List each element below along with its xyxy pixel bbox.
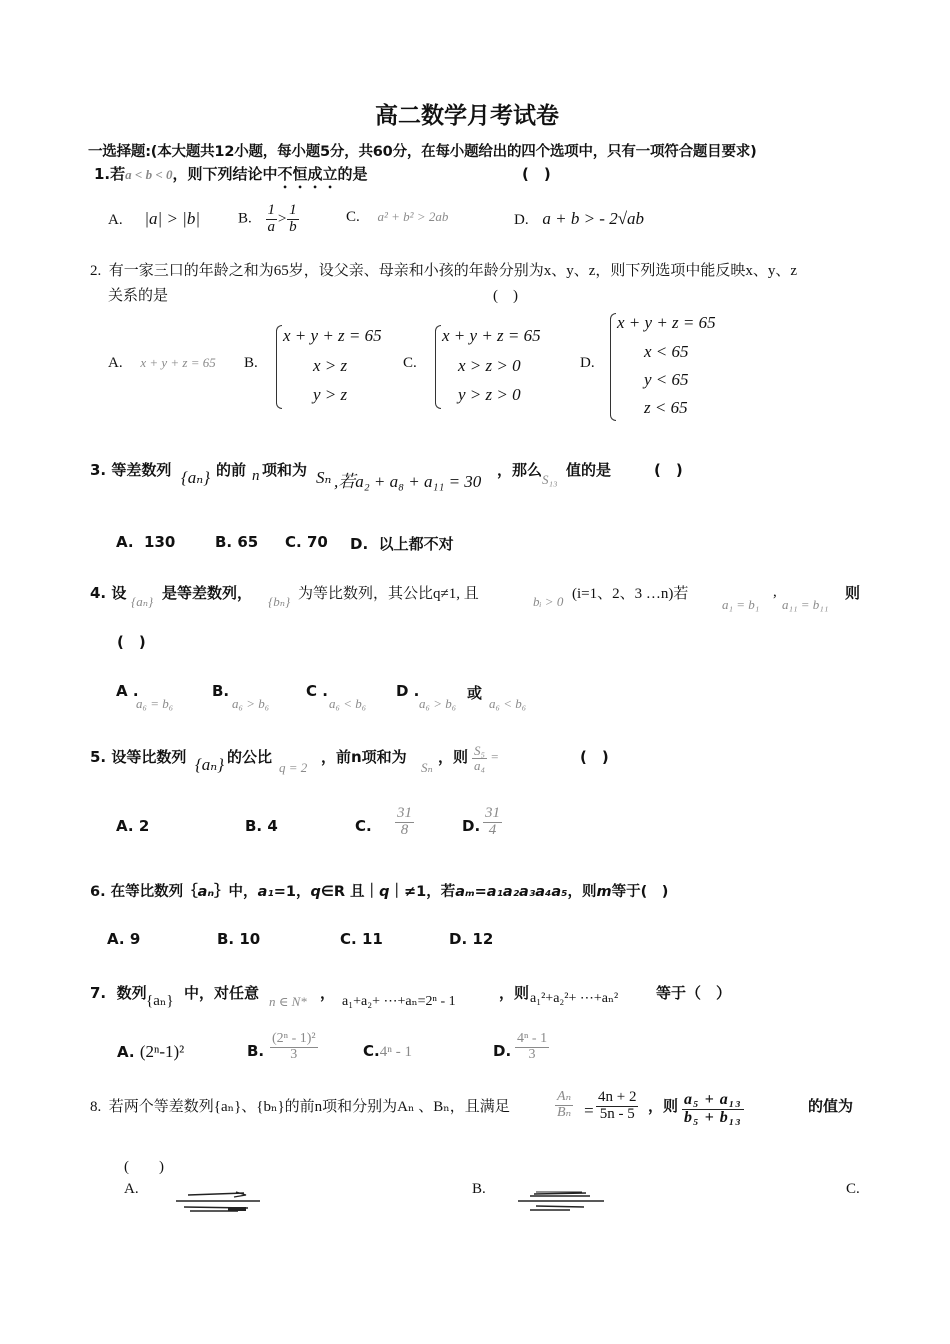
question-6 bbox=[90, 880, 668, 901]
option-formula: a₆ = b₆ bbox=[136, 696, 174, 711]
brace-icon bbox=[610, 313, 616, 421]
option-b-label: B. bbox=[244, 355, 258, 371]
option-formula: |a| > |b| bbox=[144, 209, 201, 228]
fraction-denominator: 3 bbox=[528, 1046, 536, 1062]
option-c bbox=[340, 930, 383, 948]
fraction-numerator: 4n + 2 bbox=[598, 1089, 637, 1105]
question-1 bbox=[94, 163, 368, 192]
question-2 bbox=[90, 259, 797, 280]
sum-formula: Sₙ bbox=[421, 760, 433, 775]
question-text: 的是 bbox=[337, 165, 368, 183]
option-fraction bbox=[483, 806, 502, 839]
equals-sign: = bbox=[583, 1101, 595, 1120]
system-row: x + y + z = 65 bbox=[283, 326, 382, 345]
condition-formula: a < b < 0 bbox=[125, 167, 173, 182]
option-value: 9 bbox=[129, 930, 141, 948]
question-text: 的值为 bbox=[808, 1097, 854, 1115]
illegible-fraction-image bbox=[510, 1188, 610, 1214]
comma: ， bbox=[320, 984, 336, 1002]
question-text: 数列 bbox=[116, 984, 147, 1002]
question-text: ，则 bbox=[648, 1097, 679, 1115]
condition-formula: bᵢ > 0 bbox=[533, 594, 564, 609]
option-formula: a₆ < b₆ bbox=[489, 696, 527, 711]
option-c bbox=[363, 1042, 412, 1061]
question-text: 若两个等差数列{aₙ}、{bₙ}的前n项和分别为Aₙ 、Bₙ，且满足 bbox=[108, 1099, 510, 1115]
question-text: 项和为 bbox=[262, 461, 308, 479]
question-text: 的公比 bbox=[227, 748, 273, 766]
sequence-formula: {aₙ} bbox=[181, 468, 210, 487]
option-label: A. bbox=[117, 1043, 135, 1061]
condition-formula: a₁₁ = b₁₁ bbox=[782, 597, 829, 612]
ratio-formula: q = 2 bbox=[279, 760, 308, 775]
option-label: C. bbox=[340, 930, 357, 948]
operator: > bbox=[277, 210, 288, 227]
option-a-label: A. bbox=[124, 1181, 139, 1197]
option-label: B. bbox=[245, 817, 263, 835]
question-text: 设 bbox=[111, 584, 127, 602]
option-a bbox=[107, 930, 140, 948]
option-value: 4 bbox=[267, 817, 278, 835]
fraction bbox=[266, 203, 278, 236]
question-text: 值的是 bbox=[566, 461, 612, 479]
question-text: ，那么 bbox=[497, 461, 543, 479]
fraction-numerator: Aₙ bbox=[557, 1089, 572, 1104]
option-label: C. bbox=[363, 1042, 380, 1060]
question-text: ，则 bbox=[499, 984, 530, 1002]
question-text: 有一家三口的年龄之和为65岁，设父亲、母亲和小孩的年龄分别为x、y、z，则下列选项中能反映x、y、z bbox=[108, 263, 798, 279]
question-text: 中，对任意 bbox=[184, 984, 260, 1002]
fraction-numerator: 31 bbox=[397, 805, 412, 821]
question-number: 8. bbox=[90, 1099, 102, 1115]
option-formula: 4ⁿ - 1 bbox=[379, 1044, 412, 1060]
option-a bbox=[108, 355, 216, 372]
option-b bbox=[245, 817, 278, 835]
condition-formula: n ∈ N* bbox=[269, 994, 307, 1009]
fraction-numerator: (2ⁿ - 1)² bbox=[272, 1031, 316, 1046]
option-formula: a₆ < b₆ bbox=[329, 696, 367, 711]
fraction bbox=[287, 203, 299, 236]
variable: a₁a₂a₃a₄a₅ bbox=[486, 884, 568, 900]
page-title: 高二数学月考试卷 bbox=[375, 103, 559, 129]
system-row: x > z > 0 bbox=[458, 356, 521, 375]
question-text: 在等比数列｛ bbox=[110, 884, 198, 900]
question-text: 等于( ) bbox=[611, 884, 669, 900]
question-text: (i=1、2、3 …n)若 bbox=[572, 586, 689, 602]
fraction-denominator: b₅ + b₁₃ bbox=[684, 1108, 742, 1126]
option-label: A. bbox=[116, 533, 134, 551]
option-d-label: D. bbox=[493, 1042, 512, 1060]
answer-paren: ( ) bbox=[522, 165, 551, 183]
option-formula: x + y + z = 65 bbox=[140, 355, 216, 370]
answer-paren: ( ) bbox=[493, 288, 518, 304]
option-value: 130 bbox=[144, 533, 176, 551]
question-text: 设等比数列 bbox=[111, 748, 187, 766]
sequence-formula: {aₙ} bbox=[146, 993, 174, 1009]
question-text: ∈R 且｜ bbox=[320, 884, 380, 900]
variable: q bbox=[379, 884, 390, 900]
fraction-numerator: 1 bbox=[267, 202, 276, 218]
question-number: 4. bbox=[90, 584, 107, 602]
system-row: y > z > 0 bbox=[458, 385, 521, 404]
option-formula: a₆ > b₆ bbox=[419, 696, 457, 711]
question-number: 2. bbox=[90, 263, 102, 279]
question-text: ，则 bbox=[438, 748, 469, 766]
question-number: 7. bbox=[90, 984, 107, 1002]
question-text: 等于（ ） bbox=[656, 984, 732, 1002]
variable: aₘ bbox=[455, 884, 475, 900]
question-5 bbox=[90, 746, 186, 767]
emphasized-text: 不恒成立 bbox=[277, 165, 338, 183]
fraction-denominator: 8 bbox=[400, 821, 409, 838]
answer-paren: ( ) bbox=[654, 461, 683, 479]
option-c-label: C. bbox=[403, 355, 417, 371]
option-value: 11 bbox=[361, 930, 383, 948]
option-label: A. bbox=[108, 355, 123, 371]
option-b-label: B. bbox=[247, 1042, 265, 1060]
option-c-label: C . bbox=[306, 682, 328, 700]
option-c bbox=[285, 533, 328, 551]
sequence-formula: {aₙ} bbox=[131, 594, 154, 609]
option-value: 65 bbox=[237, 533, 259, 551]
option-c-label: C. bbox=[355, 817, 372, 835]
sequence-formula: {bₙ} bbox=[268, 594, 291, 609]
option-d-label: D . bbox=[396, 682, 420, 700]
sum-formula: Sₙ bbox=[316, 468, 332, 487]
option-fraction bbox=[515, 1032, 549, 1062]
question-text: =1， bbox=[273, 884, 311, 900]
ratio-fraction bbox=[555, 1090, 573, 1120]
option-label: B. bbox=[238, 210, 252, 227]
system-row: x + y + z = 65 bbox=[442, 326, 541, 345]
option-a-label: A . bbox=[116, 682, 139, 700]
equals-sign: = bbox=[490, 749, 500, 765]
question-text: 则 bbox=[845, 584, 861, 602]
option-label: B. bbox=[215, 533, 233, 551]
sum-formula: S₁₃ bbox=[542, 472, 558, 487]
option-b-label: B. bbox=[212, 682, 230, 700]
option-value: 2 bbox=[138, 817, 150, 835]
question-3 bbox=[90, 459, 171, 480]
option-label: D. bbox=[350, 535, 369, 553]
brace-icon bbox=[276, 325, 282, 409]
system-row: z < 65 bbox=[644, 398, 688, 417]
option-label: D. bbox=[449, 930, 468, 948]
fraction-numerator: 4ⁿ - 1 bbox=[517, 1031, 548, 1046]
option-formula: a₆ > b₆ bbox=[232, 696, 270, 711]
option-b bbox=[215, 533, 258, 551]
system-row: x < 65 bbox=[644, 342, 689, 361]
question-number: 3. bbox=[90, 461, 107, 479]
system-row: y < 65 bbox=[644, 370, 689, 389]
question-text: 是等差数列， bbox=[162, 584, 253, 602]
answer-paren: ( ) bbox=[117, 633, 146, 651]
fraction-numerator: 1 bbox=[289, 202, 297, 218]
option-d-label: D. bbox=[462, 817, 481, 835]
option-d bbox=[449, 930, 493, 948]
option-d bbox=[514, 209, 644, 229]
fraction-numerator: 31 bbox=[485, 805, 500, 821]
or-text: 或 bbox=[467, 684, 483, 702]
question-number: 5. bbox=[90, 748, 107, 766]
variable: a₁ bbox=[257, 884, 274, 900]
option-fraction bbox=[395, 806, 414, 839]
option-value: 12 bbox=[472, 930, 494, 948]
option-d-label: D. bbox=[580, 355, 595, 371]
sum-formula: a₁+a₂+ ⋯+aₙ=2ⁿ - 1 bbox=[342, 994, 456, 1009]
question-text: ｝中， bbox=[214, 884, 258, 900]
option-label: C. bbox=[346, 209, 360, 225]
option-d bbox=[350, 533, 454, 554]
option-b bbox=[238, 203, 299, 236]
section-header: 一选择题:(本大题共12小题，每小题5分，共60分，在每小题给出的四个选项中，只有一项符合题目要求) bbox=[88, 144, 757, 160]
option-formula: (2ⁿ-1)² bbox=[139, 1042, 185, 1061]
option-label: C. bbox=[285, 533, 302, 551]
system-row: x + y + z = 65 bbox=[617, 313, 716, 332]
option-a bbox=[117, 1042, 184, 1062]
answer-paren: ( ) bbox=[580, 748, 609, 766]
answer-paren: ( ) bbox=[124, 1159, 164, 1175]
variable: m bbox=[596, 884, 612, 900]
question-text: ，前n项和为 bbox=[321, 748, 407, 766]
option-label: A. bbox=[116, 817, 134, 835]
option-label: D. bbox=[514, 212, 529, 228]
question-number: 6. bbox=[90, 884, 106, 900]
system-row: x > z bbox=[313, 356, 348, 375]
option-formula: a² + b² > 2ab bbox=[377, 209, 449, 224]
option-b bbox=[217, 930, 260, 948]
fraction-denominator: Bₙ bbox=[557, 1104, 572, 1120]
sequence-formula: {aₙ} bbox=[195, 755, 224, 774]
sum-squares-formula: a₁²+a₂²+ ⋯+aₙ² bbox=[530, 991, 619, 1006]
fraction-numerator: S₅ bbox=[474, 743, 486, 758]
variable: q bbox=[310, 884, 321, 900]
question-text: 等差数列 bbox=[111, 461, 172, 479]
option-formula: a + b > - 2√ab bbox=[542, 209, 645, 228]
question-text: ，则下列结论中 bbox=[172, 165, 278, 183]
fraction-denominator: b bbox=[289, 218, 297, 235]
option-value: 以上都不对 bbox=[378, 535, 454, 553]
question-text: 若 bbox=[110, 165, 126, 183]
option-a bbox=[116, 533, 175, 551]
option-value: 70 bbox=[306, 533, 328, 551]
question-8 bbox=[90, 1095, 510, 1116]
question-text: 为等比数列，其公比q≠1, 且 bbox=[298, 586, 479, 602]
option-label: A. bbox=[107, 930, 125, 948]
illegible-fraction-image bbox=[166, 1189, 266, 1215]
fraction-denominator: a₄ bbox=[474, 757, 486, 773]
fraction-denominator: 3 bbox=[290, 1046, 298, 1062]
fraction bbox=[472, 744, 499, 772]
option-label: B. bbox=[217, 930, 235, 948]
condition-formula: ,若a₂ + a₈ + a₁₁ = 30 bbox=[334, 472, 482, 491]
question-text: ，则 bbox=[567, 884, 597, 900]
fraction-denominator: 5n - 5 bbox=[599, 1105, 635, 1122]
comma: , bbox=[773, 584, 777, 600]
option-a bbox=[116, 817, 149, 835]
question-4 bbox=[90, 582, 126, 603]
fraction-numerator: a₅ + a₁₃ bbox=[684, 1091, 742, 1108]
question-7 bbox=[90, 982, 147, 1003]
question-number: 1. bbox=[94, 165, 111, 183]
option-b-label: B. bbox=[472, 1181, 486, 1197]
question-text: = bbox=[474, 884, 487, 900]
variable: aₙ bbox=[197, 884, 215, 900]
option-c bbox=[346, 209, 448, 226]
option-c-label: C. bbox=[846, 1181, 860, 1197]
option-label: A. bbox=[108, 212, 123, 228]
fraction-denominator: a bbox=[267, 218, 276, 235]
brace-icon bbox=[435, 325, 441, 409]
variable-n: n bbox=[252, 468, 260, 484]
system-row: y > z bbox=[313, 385, 348, 404]
ratio-fraction bbox=[596, 1090, 638, 1123]
question-text: ｜≠1，若 bbox=[389, 884, 456, 900]
fraction-denominator: 4 bbox=[488, 821, 497, 838]
target-fraction bbox=[682, 1092, 744, 1127]
option-fraction bbox=[270, 1032, 318, 1062]
condition-formula: a₁ = b₁ bbox=[722, 597, 760, 612]
option-value: 10 bbox=[239, 930, 261, 948]
question-text-line2: 关系的是 bbox=[108, 288, 169, 304]
option-a bbox=[108, 209, 200, 229]
question-text: 的前 bbox=[216, 461, 247, 479]
